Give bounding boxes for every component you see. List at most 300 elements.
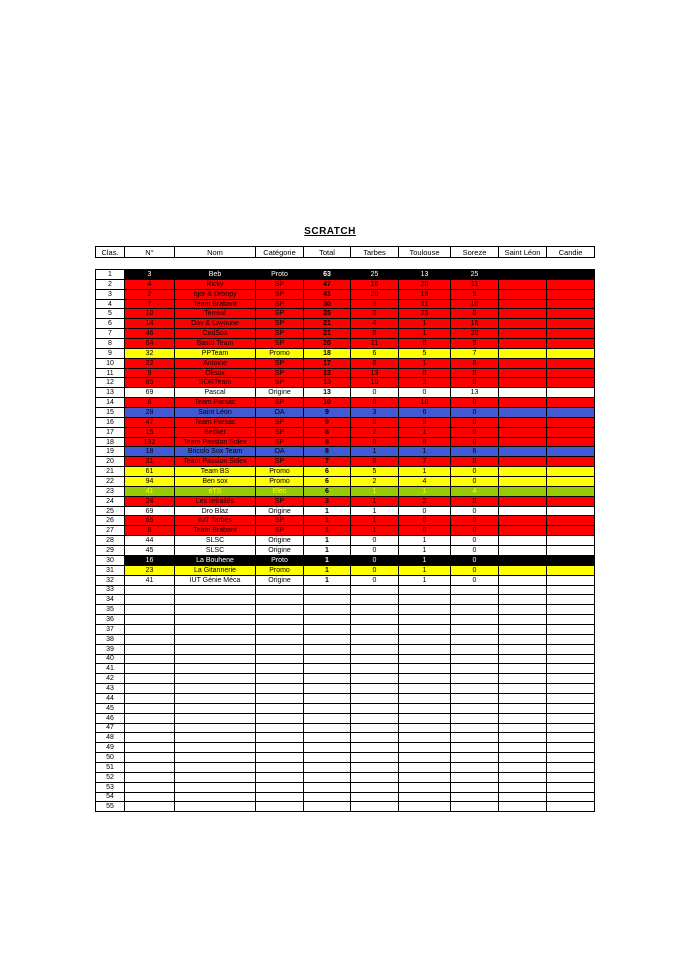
cell-candie [547, 309, 595, 319]
cell-clas: 38 [96, 634, 125, 644]
cell-saint-leon [499, 388, 547, 398]
cell-num: 45 [125, 546, 175, 556]
cell-nom: Antoine [175, 358, 256, 368]
cell-tarbes: 16 [351, 279, 399, 289]
cell-saint-leon [499, 319, 547, 329]
table-row [96, 624, 595, 634]
cell-soreze: 16 [451, 319, 499, 329]
cell-categorie [256, 713, 304, 723]
cell-categorie [256, 595, 304, 605]
cell-soreze: 0 [451, 506, 499, 516]
cell-num: 23 [125, 565, 175, 575]
cell-toulouse: 25 [399, 309, 451, 319]
cell-total [304, 782, 351, 792]
cell-num: 94 [125, 477, 175, 487]
cell-total: 1 [304, 506, 351, 516]
cell-candie [547, 299, 595, 309]
cell-categorie [256, 674, 304, 684]
cell-saint-leon [499, 782, 547, 792]
cell-categorie: Origine [256, 506, 304, 516]
table-row [96, 644, 595, 654]
cell-tarbes [351, 644, 399, 654]
cell-num: 15 [125, 427, 175, 437]
cell-tarbes [351, 762, 399, 772]
cell-total [304, 703, 351, 713]
cell-total [304, 772, 351, 782]
cell-num [125, 654, 175, 664]
cell-num: 16 [125, 555, 175, 565]
cell-toulouse [399, 684, 451, 694]
cell-toulouse: 1 [399, 319, 451, 329]
table-row [96, 753, 595, 763]
cell-num: 3 [125, 270, 175, 280]
cell-clas: 51 [96, 762, 125, 772]
cell-tarbes: 1 [351, 447, 399, 457]
table-row [96, 299, 595, 309]
table-row [96, 457, 595, 467]
cell-total: 7 [304, 457, 351, 467]
cell-total: 3 [304, 496, 351, 506]
table-row [96, 684, 595, 694]
cell-clas: 10 [96, 358, 125, 368]
table-row [96, 674, 595, 684]
cell-nom [175, 664, 256, 674]
cell-soreze [451, 624, 499, 634]
cell-saint-leon [499, 555, 547, 565]
cell-candie [547, 762, 595, 772]
cell-tarbes [351, 792, 399, 802]
cell-tarbes: 0 [351, 388, 399, 398]
cell-clas: 47 [96, 723, 125, 733]
cell-toulouse [399, 674, 451, 684]
cell-clas: 39 [96, 644, 125, 654]
cell-saint-leon [499, 654, 547, 664]
cell-candie [547, 398, 595, 408]
cell-toulouse [399, 802, 451, 812]
cell-clas: 53 [96, 782, 125, 792]
cell-nom: Ricky [175, 279, 256, 289]
cell-num: 31 [125, 457, 175, 467]
cell-categorie: Promo [256, 467, 304, 477]
cell-tarbes: 0 [351, 457, 399, 467]
cell-soreze: 0 [451, 309, 499, 319]
cell-categorie [256, 802, 304, 812]
cell-num: 24 [125, 496, 175, 506]
cell-categorie [256, 772, 304, 782]
cell-candie [547, 624, 595, 634]
cell-soreze: 9 [451, 339, 499, 349]
cell-total [304, 733, 351, 743]
cell-categorie: SP [256, 398, 304, 408]
cell-candie [547, 516, 595, 526]
table-row [96, 388, 595, 398]
cell-tarbes: 7 [351, 427, 399, 437]
cell-soreze: 0 [451, 526, 499, 536]
cell-categorie: SP [256, 516, 304, 526]
cell-num: 64 [125, 339, 175, 349]
cell-candie [547, 703, 595, 713]
cell-num [125, 644, 175, 654]
cell-nom: Olisox [175, 368, 256, 378]
table-row [96, 486, 595, 496]
cell-tarbes: 0 [351, 555, 399, 565]
cell-tarbes [351, 713, 399, 723]
cell-total: 8 [304, 437, 351, 447]
cell-total: 1 [304, 575, 351, 585]
cell-tarbes [351, 733, 399, 743]
cell-candie [547, 486, 595, 496]
table-row [96, 516, 595, 526]
cell-num: 44 [125, 536, 175, 546]
cell-nom [175, 644, 256, 654]
cell-soreze [451, 595, 499, 605]
cell-saint-leon [499, 713, 547, 723]
column-header: Toulouse [399, 247, 451, 258]
cell-toulouse: 1 [399, 536, 451, 546]
header-table [95, 246, 595, 258]
cell-candie [547, 575, 595, 585]
cell-soreze: 0 [451, 516, 499, 526]
cell-candie [547, 555, 595, 565]
cell-categorie: Origine [256, 546, 304, 556]
cell-candie [547, 388, 595, 398]
cell-toulouse: 1 [399, 565, 451, 575]
table-row [96, 437, 595, 447]
cell-nom [175, 693, 256, 703]
cell-tarbes: 3 [351, 408, 399, 418]
table-row [96, 733, 595, 743]
cell-clas: 23 [96, 486, 125, 496]
cell-num [125, 634, 175, 644]
cell-clas: 8 [96, 339, 125, 349]
cell-clas: 42 [96, 674, 125, 684]
cell-clas: 54 [96, 792, 125, 802]
cell-saint-leon [499, 802, 547, 812]
cell-nom: Dro Blaz [175, 506, 256, 516]
cell-num: 18 [125, 447, 175, 457]
header-row [96, 247, 595, 258]
cell-saint-leon [499, 368, 547, 378]
cell-toulouse: 1 [399, 486, 451, 496]
cell-tarbes: 1 [351, 506, 399, 516]
cell-clas: 5 [96, 309, 125, 319]
cell-clas: 6 [96, 319, 125, 329]
cell-tarbes [351, 674, 399, 684]
cell-total: 10 [304, 398, 351, 408]
cell-tarbes: 0 [351, 575, 399, 585]
cell-tarbes: 13 [351, 368, 399, 378]
cell-soreze [451, 802, 499, 812]
cell-num: 7 [125, 299, 175, 309]
cell-candie [547, 417, 595, 427]
cell-saint-leon [499, 457, 547, 467]
table-row [96, 279, 595, 289]
cell-tarbes [351, 634, 399, 644]
cell-soreze [451, 713, 499, 723]
cell-soreze [451, 654, 499, 664]
cell-candie [547, 279, 595, 289]
table-row [96, 585, 595, 595]
cell-toulouse: 6 [399, 408, 451, 418]
cell-total: 21 [304, 319, 351, 329]
cell-categorie: SP [256, 329, 304, 339]
cell-categorie: SP [256, 319, 304, 329]
table-row [96, 555, 595, 565]
cell-soreze: 0 [451, 575, 499, 585]
cell-soreze: 0 [451, 496, 499, 506]
cell-tarbes: 2 [351, 477, 399, 487]
cell-saint-leon [499, 585, 547, 595]
cell-num: 32 [125, 348, 175, 358]
cell-soreze [451, 605, 499, 615]
cell-num [125, 624, 175, 634]
cell-num: 6 [125, 526, 175, 536]
cell-nom: Igor & Droopy [175, 289, 256, 299]
table-row [96, 477, 595, 487]
cell-num [125, 693, 175, 703]
cell-clas: 24 [96, 496, 125, 506]
cell-saint-leon [499, 624, 547, 634]
cell-clas: 12 [96, 378, 125, 388]
cell-categorie: OA [256, 447, 304, 457]
page-title: SCRATCH [304, 226, 356, 237]
cell-nom [175, 595, 256, 605]
cell-clas: 37 [96, 624, 125, 634]
cell-num: 2 [125, 289, 175, 299]
cell-total: 8 [304, 447, 351, 457]
cell-soreze: 13 [451, 388, 499, 398]
cell-tarbes: 9 [351, 299, 399, 309]
cell-toulouse: 0 [399, 388, 451, 398]
cell-tarbes [351, 615, 399, 625]
cell-toulouse [399, 713, 451, 723]
column-header: Candie [547, 247, 595, 258]
cell-categorie: Elec [256, 486, 304, 496]
column-header: Tarbes [351, 247, 399, 258]
cell-nom: CedSox [175, 329, 256, 339]
cell-nom [175, 605, 256, 615]
table-row [96, 270, 595, 280]
cell-saint-leon [499, 417, 547, 427]
cell-clas: 15 [96, 408, 125, 418]
cell-toulouse [399, 782, 451, 792]
cell-saint-leon [499, 467, 547, 477]
cell-nom [175, 762, 256, 772]
cell-soreze [451, 693, 499, 703]
cell-soreze [451, 792, 499, 802]
cell-soreze [451, 703, 499, 713]
cell-candie [547, 733, 595, 743]
cell-categorie [256, 733, 304, 743]
cell-total: 41 [304, 289, 351, 299]
cell-nom [175, 802, 256, 812]
cell-categorie [256, 684, 304, 694]
cell-nom: Team Passion Solex [175, 457, 256, 467]
cell-total [304, 664, 351, 674]
cell-candie [547, 348, 595, 358]
cell-num [125, 723, 175, 733]
cell-saint-leon [499, 309, 547, 319]
cell-toulouse: 2 [399, 496, 451, 506]
cell-saint-leon [499, 723, 547, 733]
table-row [96, 496, 595, 506]
cell-soreze: 8 [451, 358, 499, 368]
cell-total [304, 723, 351, 733]
cell-total: 25 [304, 309, 351, 319]
cell-nom [175, 615, 256, 625]
cell-soreze: 0 [451, 368, 499, 378]
cell-nom [175, 624, 256, 634]
cell-num: 41 [125, 486, 175, 496]
cell-tarbes: 0 [351, 329, 399, 339]
cell-clas: 3 [96, 289, 125, 299]
cell-saint-leon [499, 772, 547, 782]
cell-saint-leon [499, 575, 547, 585]
cell-nom: IUT Génie Méca [175, 575, 256, 585]
cell-saint-leon [499, 447, 547, 457]
cell-clas: 48 [96, 733, 125, 743]
cell-total [304, 654, 351, 664]
cell-candie [547, 339, 595, 349]
cell-saint-leon [499, 348, 547, 358]
cell-saint-leon [499, 289, 547, 299]
cell-tarbes [351, 802, 399, 812]
cell-num: 6 [125, 398, 175, 408]
cell-clas: 31 [96, 565, 125, 575]
cell-toulouse [399, 664, 451, 674]
table-row [96, 762, 595, 772]
cell-candie [547, 437, 595, 447]
table-row [96, 408, 595, 418]
cell-candie [547, 565, 595, 575]
cell-toulouse: 1 [399, 358, 451, 368]
column-header: Soreze [451, 247, 499, 258]
cell-saint-leon [499, 299, 547, 309]
cell-soreze: 0 [451, 477, 499, 487]
cell-candie [547, 319, 595, 329]
cell-candie [547, 585, 595, 595]
cell-total [304, 743, 351, 753]
cell-candie [547, 595, 595, 605]
cell-nom: Becker [175, 427, 256, 437]
cell-toulouse [399, 703, 451, 713]
cell-candie [547, 664, 595, 674]
cell-candie [547, 289, 595, 299]
cell-candie [547, 427, 595, 437]
cell-tarbes [351, 605, 399, 615]
column-header: Catégorie [256, 247, 304, 258]
cell-soreze [451, 782, 499, 792]
cell-clas: 45 [96, 703, 125, 713]
cell-num [125, 684, 175, 694]
cell-clas: 21 [96, 467, 125, 477]
cell-nom [175, 772, 256, 782]
cell-categorie: SP [256, 279, 304, 289]
cell-saint-leon [499, 664, 547, 674]
cell-clas: 46 [96, 713, 125, 723]
table-row [96, 289, 595, 299]
cell-total: 1 [304, 536, 351, 546]
cell-total [304, 713, 351, 723]
cell-total: 17 [304, 358, 351, 368]
cell-saint-leon [499, 605, 547, 615]
cell-total: 1 [304, 526, 351, 536]
cell-total: 1 [304, 565, 351, 575]
cell-categorie [256, 605, 304, 615]
cell-saint-leon [499, 358, 547, 368]
cell-toulouse: 8 [399, 437, 451, 447]
table-row [96, 339, 595, 349]
cell-nom [175, 743, 256, 753]
table-row [96, 782, 595, 792]
cell-nom: Team Passion Solex [175, 437, 256, 447]
cell-num: 61 [125, 467, 175, 477]
cell-num: 85 [125, 378, 175, 388]
cell-nom: SORTeam [175, 378, 256, 388]
cell-clas: 19 [96, 447, 125, 457]
cell-nom: Ben sox [175, 477, 256, 487]
cell-candie [547, 684, 595, 694]
table-row [96, 772, 595, 782]
cell-categorie: SP [256, 309, 304, 319]
cell-categorie [256, 762, 304, 772]
table-row [96, 427, 595, 437]
cell-clas: 17 [96, 427, 125, 437]
cell-num [125, 743, 175, 753]
column-header: Total [304, 247, 351, 258]
cell-clas: 30 [96, 555, 125, 565]
cell-nom [175, 674, 256, 684]
table-row [96, 723, 595, 733]
cell-categorie [256, 782, 304, 792]
table-row [96, 703, 595, 713]
cell-categorie [256, 753, 304, 763]
cell-toulouse [399, 624, 451, 634]
cell-candie [547, 368, 595, 378]
cell-tarbes [351, 772, 399, 782]
cell-tarbes: 0 [351, 417, 399, 427]
cell-num: 132 [125, 437, 175, 447]
cell-categorie: SP [256, 358, 304, 368]
table-row [96, 654, 595, 664]
cell-saint-leon [499, 644, 547, 654]
cell-total [304, 802, 351, 812]
cell-clas: 28 [96, 536, 125, 546]
cell-categorie [256, 585, 304, 595]
cell-num [125, 762, 175, 772]
cell-categorie: Origine [256, 575, 304, 585]
column-header: Nom [175, 247, 256, 258]
cell-num [125, 703, 175, 713]
cell-categorie: SP [256, 526, 304, 536]
cell-saint-leon [499, 733, 547, 743]
cell-candie [547, 378, 595, 388]
cell-toulouse: 1 [399, 555, 451, 565]
cell-nom: Bricolo Sox Team [175, 447, 256, 457]
cell-tarbes: 0 [351, 565, 399, 575]
cell-candie [547, 506, 595, 516]
cell-nom: eTS [175, 486, 256, 496]
cell-total: 18 [304, 348, 351, 358]
cell-total: 13 [304, 368, 351, 378]
cell-candie [547, 792, 595, 802]
cell-clas: 33 [96, 585, 125, 595]
cell-saint-leon [499, 684, 547, 694]
cell-nom: Team BS [175, 467, 256, 477]
cell-toulouse: 4 [399, 477, 451, 487]
cell-toulouse [399, 792, 451, 802]
cell-num [125, 595, 175, 605]
